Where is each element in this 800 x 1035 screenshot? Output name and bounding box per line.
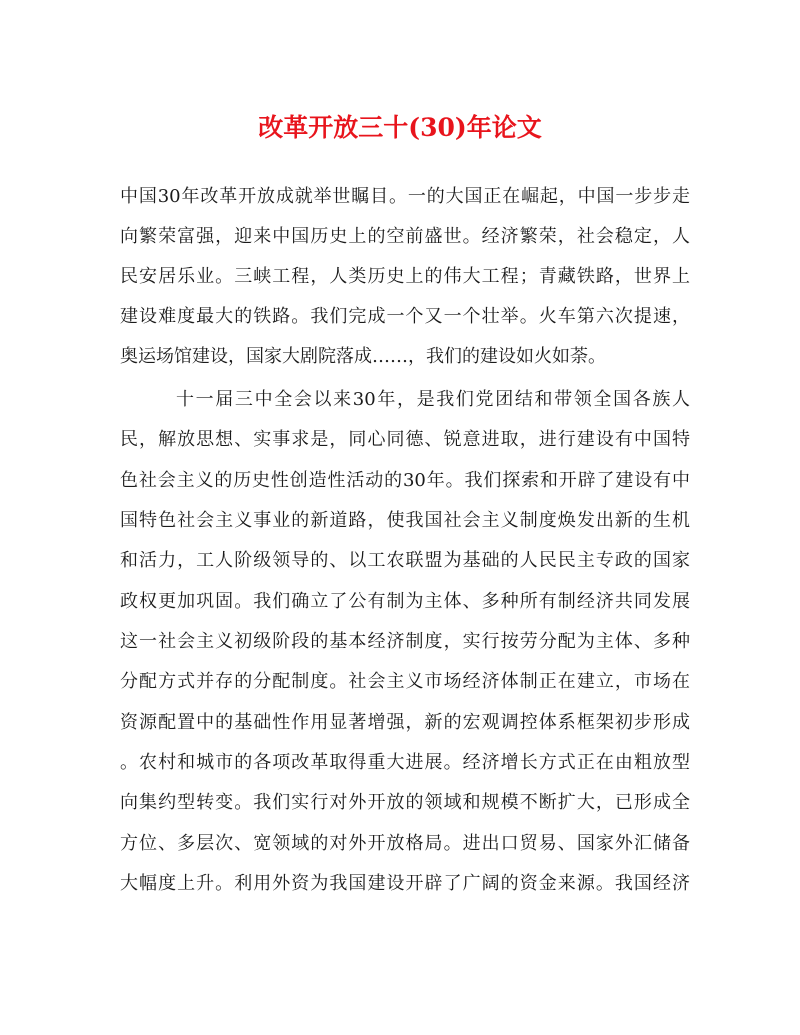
paragraph-2-line-7: 这一社会主义初级阶段的基本经济制度，实行按劳分配为主体、多种 [120,631,690,652]
paragraph-2-line-1: 十一届三中全会以来30年，是我们党团结和带领全国各族人 [176,389,690,410]
paragraph-1-line-2: 向繁荣富强，迎来中国历史上的空前盛世。经济繁荣，社会稳定，人 [120,226,690,247]
paragraph-2-line-6: 政权更加巩固。我们确立了公有制为主体、多种所有制经济共同发展 [120,591,690,612]
paragraph-1-line-5: 奥运场馆建设，国家大剧院落成……，我们的建设如火如荼。 [120,346,606,367]
paragraph-2-line-2: 民，解放思想、实事求是，同心同德、锐意进取，进行建设有中国特 [120,429,690,450]
paragraph-2-line-12: 方位、多层次、宽领域的对外开放格局。进出口贸易、国家外汇储备 [120,833,690,854]
paragraph-1-line-3: 民安居乐业。三峡工程，人类历史上的伟大工程；青藏铁路，世界上 [120,266,690,287]
paragraph-2-line-10: 。农村和城市的各项改革取得重大进展。经济增长方式正在由粗放型 [120,752,690,773]
paragraph-2-line-13: 大幅度上升。利用外资为我国建设开辟了广阔的资金来源。我国经济 [120,873,690,894]
paragraph-2-line-11: 向集约型转变。我们实行对外开放的领域和规模不断扩大，已形成全 [120,792,690,813]
paragraph-1-line-4: 建设难度最大的铁路。我们完成一个又一个壮举。火车第六次提速， [120,306,690,327]
paragraph-2-line-8: 分配方式并存的分配制度。社会主义市场经济体制正在建立，市场在 [120,671,690,692]
paragraph-2-line-5: 和活力，工人阶级领导的、以工农联盟为基础的人民民主专政的国家 [120,550,690,571]
document-title: 改革开放三十(30)年论文 [258,113,542,142]
paragraph-2-line-3: 色社会主义的历史性创造性活动的30年。我们探索和开辟了建设有中 [120,470,690,491]
paragraph-2-line-9: 资源配置中的基础性作用显著增强，新的宏观调控体系框架初步形成 [120,712,690,733]
paragraph-2-line-4: 国特色社会主义事业的新道路，使我国社会主义制度焕发出新的生机 [120,510,690,531]
paragraph-1-line-1: 中国30年改革开放成就举世瞩目。一的大国正在崛起，中国一步步走 [120,186,690,207]
